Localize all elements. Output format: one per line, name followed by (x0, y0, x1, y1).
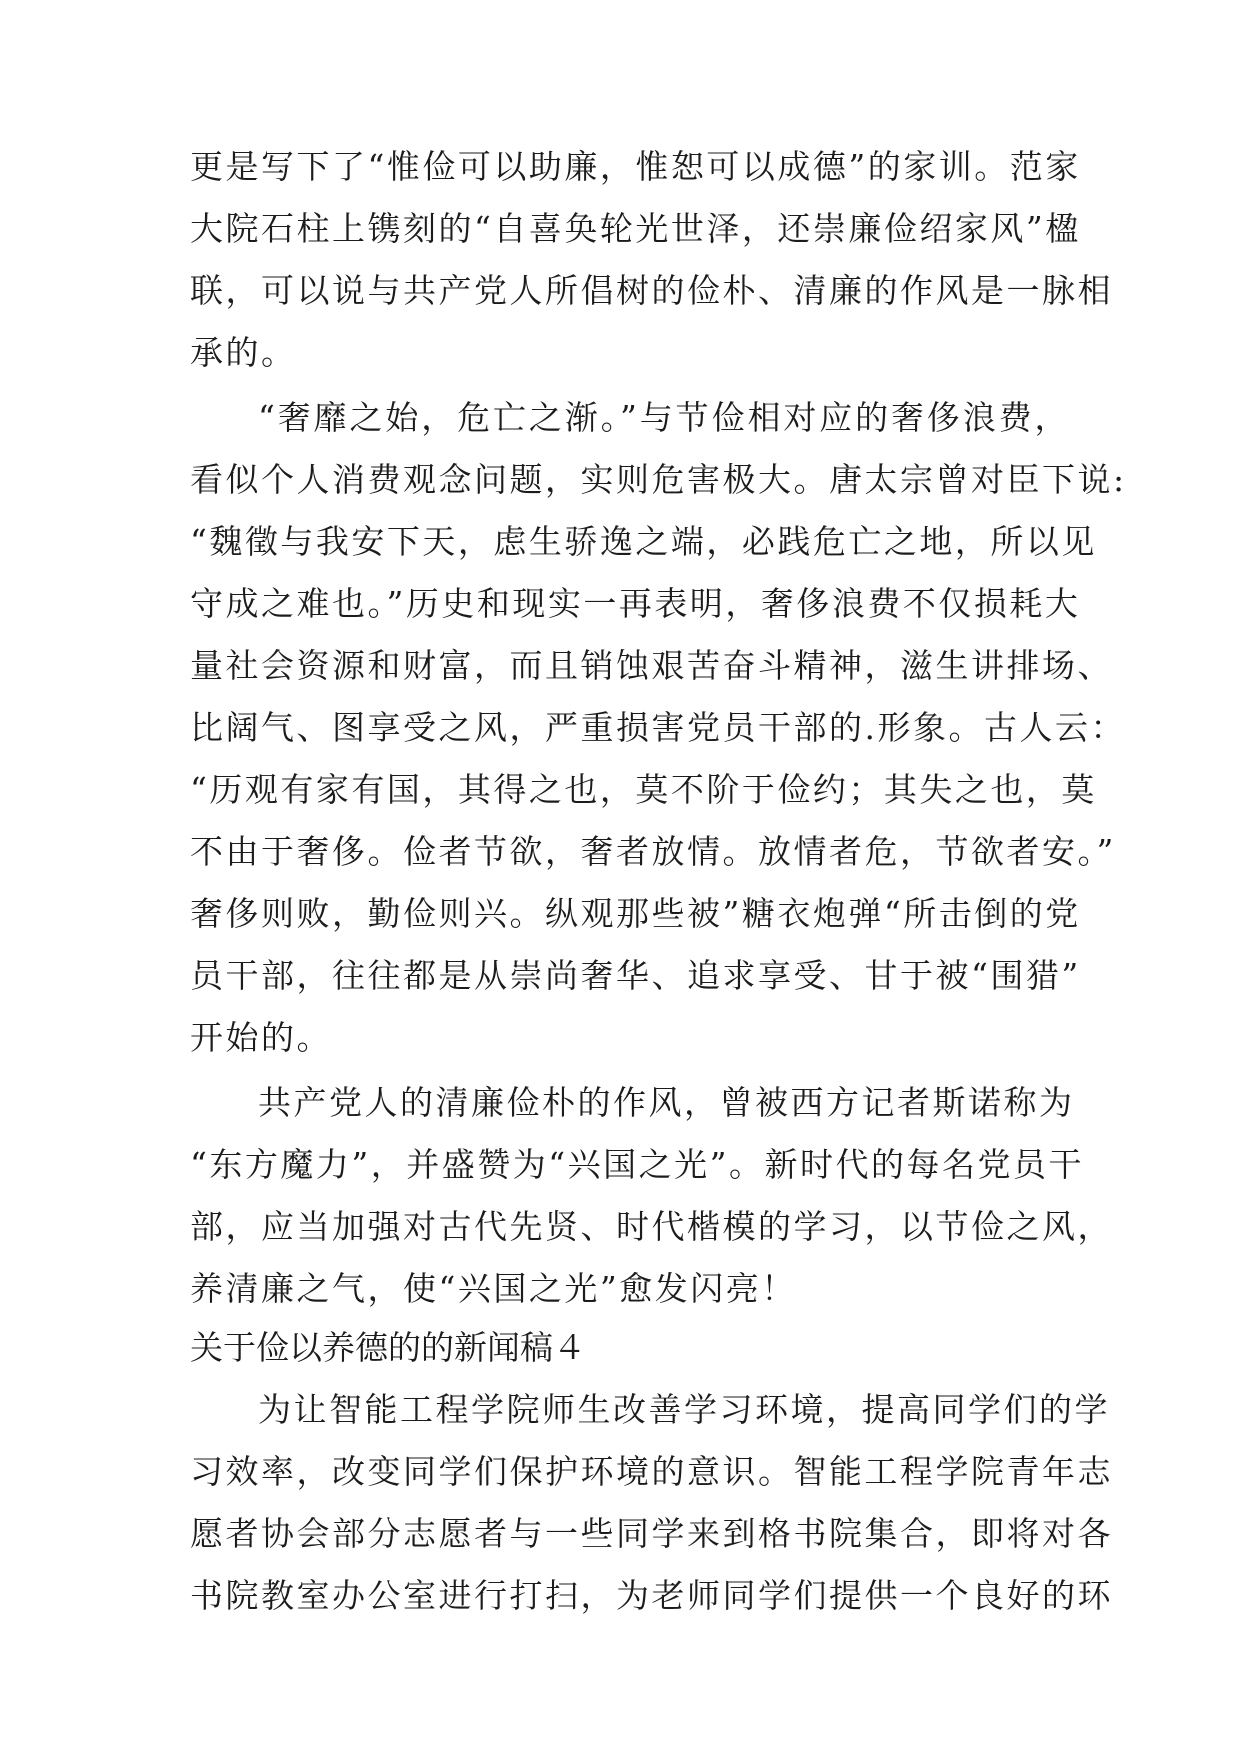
text-line: 开始的。 (190, 1018, 332, 1057)
text-line: 守成之难也。”历史和现实一再表明，奢侈浪费不仅损耗大 (190, 584, 1081, 623)
text-line: 愿者协会部分志愿者与一些同学来到格书院集合，即将对各 (190, 1514, 1113, 1553)
text-line: 习效率，改变同学们保护环境的意识。智能工程学院青年志 (190, 1452, 1113, 1491)
text-line: 养清廉之气，使“兴国之光”愈发闪亮！ (190, 1269, 797, 1308)
text-line: 联，可以说与共产党人所倡树的俭朴、清廉的作风是一脉相 (190, 271, 1113, 310)
paragraph-first-line: 共产党人的清廉俭朴的作风，曾被西方记者斯诺称为 (258, 1083, 1075, 1122)
section-heading: 关于俭以养德的的新闻稿４ (190, 1328, 586, 1367)
text-line: 更是写下了“惟俭可以助廉，惟恕可以成德”的家训。范家 (190, 147, 1081, 186)
paragraph-first-line: 为让智能工程学院师生改善学习环境，提高同学们的学 (258, 1390, 1110, 1429)
text-line: “魏徵与我安下天，虑生骄逸之端，必践危亡之地，所以见 (190, 522, 1097, 561)
text-line: 看似个人消费观念问题，实则危害极大。唐太宗曾对臣下说: (190, 460, 1127, 499)
text-line: 不由于奢侈。俭者节欲，奢者放情。放情者危，节欲者安。” (190, 832, 1116, 871)
text-line: 员干部，往往都是从崇尚奢华、追求享受、甘于被“围猎” (190, 956, 1081, 995)
text-line: “历观有家有国，其得之也，莫不阶于俭约；其失之也，莫 (190, 770, 1097, 809)
text-line: 部，应当加强对古代先贤、时代楷模的学习，以节俭之风， (190, 1207, 1113, 1246)
text-line: 大院石柱上镌刻的“自喜奂轮光世泽，还崇廉俭绍家风”楹 (190, 209, 1081, 248)
text-line: “东方魔力”，并盛赞为“兴国之光”。新时代的每名党员干 (190, 1145, 1084, 1184)
text-line: 承的。 (190, 333, 297, 372)
text-line: 奢侈则败，勤俭则兴。纵观那些被”糖衣炮弹“所击倒的党 (190, 894, 1081, 933)
text-line: 书院教室办公室进行打扫，为老师同学们提供一个良好的环 (190, 1576, 1113, 1615)
paragraph-first-line: “奢靡之始，危亡之渐。”与节俭相对应的奢侈浪费， (258, 398, 1070, 437)
text-line: 量社会资源和财富，而且销蚀艰苦奋斗精神，滋生讲排场、 (190, 646, 1113, 685)
text-line: 比阔气、图享受之风，严重损害党员干部的.形象。古人云： (190, 708, 1126, 747)
